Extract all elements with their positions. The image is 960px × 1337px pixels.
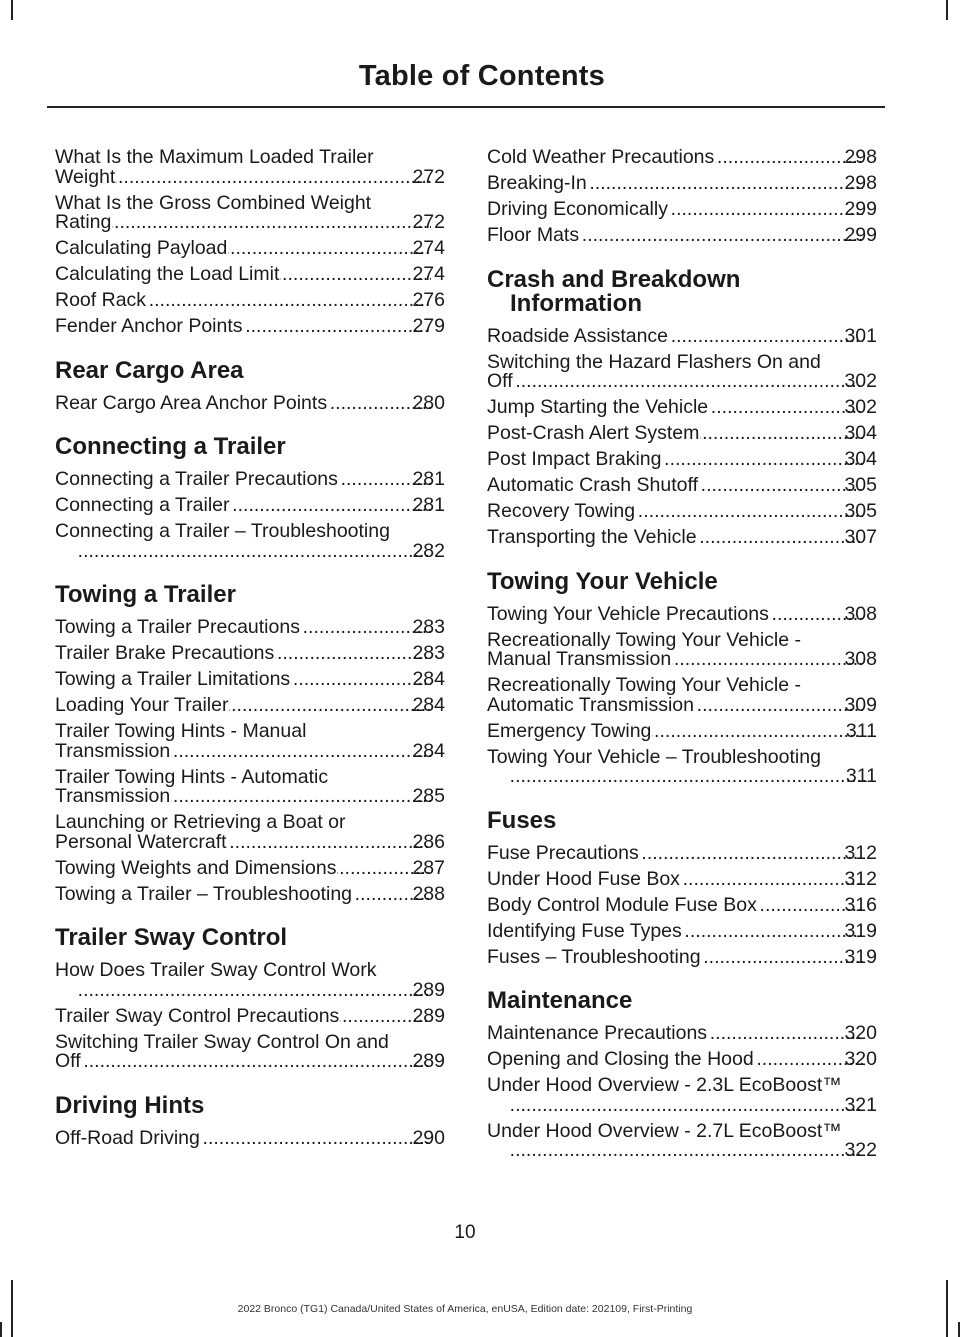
toc-entry[interactable] <box>55 670 445 690</box>
dot-leader <box>672 650 863 670</box>
toc-entry[interactable] <box>55 644 445 664</box>
crop-mark-bottom-right <box>946 1280 948 1337</box>
toc-entry-title: Rear Cargo Area Anchor Points <box>55 391 328 414</box>
toc-group <box>55 961 445 1072</box>
dot-leader <box>700 424 863 444</box>
toc-entry-title: Loading Your Trailer <box>55 694 229 716</box>
section-heading: Towing a Trailer <box>55 581 236 608</box>
toc-entry[interactable] <box>487 424 877 444</box>
toc-entry[interactable] <box>55 496 445 516</box>
toc-entry-title-continued: Manual Transmission <box>487 648 672 670</box>
toc-column-right <box>487 148 877 1167</box>
dot-leader <box>636 502 863 522</box>
section-heading: Towing Your Vehicle <box>487 567 718 595</box>
toc-page-number: 281 <box>412 494 445 516</box>
dot-leader <box>681 870 864 890</box>
toc-page-number: 284 <box>412 668 445 690</box>
dot-leader <box>702 948 864 968</box>
dot-leader <box>82 1052 432 1072</box>
toc-page-number: 308 <box>844 602 877 625</box>
toc-entry[interactable] <box>55 813 445 852</box>
dot-leader <box>171 742 431 762</box>
toc-entry-title: Under Hood Fuse Box <box>487 867 680 890</box>
toc-entry-title: Recreationally Towing Your Vehicle - <box>487 674 801 696</box>
toc-entry[interactable] <box>487 945 877 968</box>
dot-leader <box>275 644 431 664</box>
toc-entry-title: Emergency Towing <box>487 719 652 742</box>
dot-leader <box>715 148 863 168</box>
section-heading-line-1: Crash and Breakdown <box>487 265 741 293</box>
toc-entry[interactable] <box>55 191 445 233</box>
toc-entry-title: Roof Rack <box>55 289 147 311</box>
toc-entry-title: Under Hood Overview - 2.7L EcoBoost™ <box>487 1119 842 1142</box>
toc-entry-title: What Is the Maximum Loaded Trailer <box>55 146 374 168</box>
toc-entry-title-continued: Rating <box>55 211 112 233</box>
toc-page-number: 279 <box>412 315 445 337</box>
toc-group <box>487 324 877 548</box>
toc-page-number: 311 <box>845 719 877 742</box>
toc-page-number: 316 <box>844 893 877 916</box>
toc-page-number: 321 <box>844 1093 877 1116</box>
toc-page-number: 274 <box>412 263 445 285</box>
toc-page-number: 320 <box>844 1022 877 1044</box>
toc-page-number: 287 <box>412 856 445 879</box>
toc-page-number: 289 <box>412 978 445 1001</box>
toc-group <box>55 148 445 337</box>
dot-leader <box>112 213 431 233</box>
toc-entry-title: Launching or Retrieving a Boat or <box>55 811 346 833</box>
toc-entry[interactable] <box>55 882 445 905</box>
dot-leader <box>116 168 431 188</box>
toc-entry-title: Fuses – Troubleshooting <box>487 945 701 968</box>
dot-leader <box>699 476 863 496</box>
toc-page-number: 298 <box>844 172 877 194</box>
toc-group <box>487 841 877 968</box>
toc-page-number: 272 <box>412 165 445 188</box>
toc-entry-title: Fender Anchor Points <box>55 315 243 337</box>
toc-entry[interactable] <box>487 628 877 670</box>
toc-entry-title: Connecting a Trailer Precautions <box>55 468 338 490</box>
toc-entry[interactable] <box>55 265 445 285</box>
toc-page-number: 288 <box>412 882 445 905</box>
toc-page-number: 283 <box>412 616 445 638</box>
toc-entry-title: Off-Road Driving <box>55 1126 200 1149</box>
toc-entry[interactable] <box>55 470 445 490</box>
dot-leader <box>580 226 863 246</box>
page-number: 10 <box>454 1222 476 1243</box>
toc-page-number: 281 <box>412 468 445 490</box>
dot-leader <box>228 239 431 259</box>
toc-entry-title-continued: Off <box>487 370 513 392</box>
toc-entry-title: Post Impact Braking <box>487 448 662 470</box>
dot-leader <box>244 317 432 337</box>
dot-leader <box>695 696 863 716</box>
section-heading <box>487 265 877 317</box>
section-heading: Trailer Sway Control <box>55 924 288 951</box>
dot-leader <box>291 670 431 690</box>
toc-entry[interactable] <box>487 450 877 470</box>
dot-leader <box>231 496 432 516</box>
dot-leader <box>229 696 431 716</box>
toc-entry-title: Towing a Trailer – Troubleshooting <box>55 882 353 905</box>
crop-mark-top-left <box>11 0 13 20</box>
toc-entry-title: Towing Weights and Dimensions <box>55 856 337 879</box>
toc-group <box>55 618 445 904</box>
toc-entry[interactable] <box>55 961 445 1000</box>
toc-entry-title: Breaking-In <box>487 172 587 194</box>
toc-entry-title-continued: Off <box>55 1050 81 1072</box>
toc-page-number: 274 <box>412 237 445 259</box>
toc-page-number: 282 <box>412 539 445 562</box>
toc-entry[interactable] <box>487 602 877 625</box>
dot-leader <box>201 1129 432 1149</box>
toc-entry-title: Switching the Hazard Flashers On and <box>487 350 821 373</box>
toc-entry[interactable] <box>487 745 877 787</box>
dot-leader <box>640 844 864 864</box>
toc-entry[interactable] <box>55 696 445 716</box>
toc-entry-title: Towing Your Vehicle – Troubleshooting <box>487 745 821 768</box>
toc-entry-title: Trailer Towing Hints - Automatic <box>55 765 329 788</box>
toc-entry-title: Connecting a Trailer <box>55 494 230 516</box>
toc-page-number: 280 <box>412 391 445 414</box>
toc-page-number: 309 <box>844 693 877 716</box>
toc-page-number: 289 <box>412 1004 445 1027</box>
toc-entry[interactable] <box>487 148 877 168</box>
toc-entry[interactable] <box>55 391 445 414</box>
dot-leader <box>669 327 863 347</box>
dot-leader <box>514 372 864 392</box>
toc-entry-title: Body Control Module Fuse Box <box>487 893 757 916</box>
dot-leader <box>228 833 432 853</box>
toc-entry-title: Floor Mats <box>487 224 580 246</box>
toc-entry-title: Recovery Towing <box>487 500 636 522</box>
dot-leader <box>508 1096 863 1116</box>
toc-page-number: 319 <box>844 919 877 942</box>
toc-entry[interactable] <box>487 476 877 496</box>
toc-entry-title: Calculating Payload <box>55 237 228 259</box>
toc-entry-title: Cold Weather Precautions <box>487 146 715 168</box>
toc-entry-title: Under Hood Overview - 2.3L EcoBoost™ <box>487 1074 842 1096</box>
dot-leader <box>76 981 431 1001</box>
toc-page-number: 302 <box>844 370 877 392</box>
toc-page-number: 286 <box>412 830 445 853</box>
dot-leader <box>171 787 431 807</box>
toc-entry-title: Automatic Crash Shutoff <box>487 474 698 496</box>
toc-page-number: 320 <box>844 1048 877 1070</box>
toc-page-number: 308 <box>844 648 877 670</box>
toc-page-number: 298 <box>844 146 877 168</box>
toc-entry[interactable] <box>487 1050 877 1070</box>
toc-group <box>487 602 877 787</box>
toc-entry[interactable] <box>487 324 877 347</box>
toc-group <box>55 1126 445 1149</box>
toc-entry[interactable] <box>487 226 877 246</box>
toc-page-number: 284 <box>412 694 445 716</box>
header-divider <box>47 106 885 108</box>
dot-leader <box>652 722 865 742</box>
toc-page-number: 312 <box>844 867 877 890</box>
dot-leader <box>76 542 431 562</box>
toc-page-number: 290 <box>412 1126 445 1149</box>
toc-entry-title: Calculating the Load Limit <box>55 263 280 285</box>
section-heading: Rear Cargo Area <box>55 356 244 384</box>
toc-page-number: 272 <box>412 211 445 233</box>
toc-entry[interactable] <box>55 618 445 638</box>
toc-entry[interactable] <box>487 841 877 864</box>
toc-entry-title: What Is the Gross Combined Weight <box>55 191 372 214</box>
toc-entry-title: Maintenance Precautions <box>487 1022 708 1044</box>
toc-page-number: 307 <box>844 526 877 548</box>
dot-leader <box>588 174 864 194</box>
toc-entry[interactable] <box>487 502 877 522</box>
toc-entry-title: Driving Economically <box>487 198 668 220</box>
dot-leader <box>669 200 863 220</box>
toc-entry[interactable] <box>487 1076 877 1115</box>
toc-entry-title: Fuse Precautions <box>487 841 639 864</box>
toc-entry-title: Switching Trailer Sway Control On and <box>55 1030 389 1053</box>
toc-page-number: 299 <box>844 224 877 246</box>
toc-page-number: 302 <box>844 396 877 418</box>
section-heading: Driving Hints <box>55 1091 205 1119</box>
dot-leader <box>708 1024 863 1044</box>
toc-entry-title-continued: Weight <box>55 165 116 188</box>
toc-entry[interactable] <box>55 317 445 337</box>
toc-entry-title: Trailer Brake Precautions <box>55 642 275 664</box>
toc-entry[interactable] <box>487 528 877 548</box>
toc-entry[interactable] <box>487 893 877 916</box>
toc-column-left <box>55 148 445 1155</box>
toc-entry[interactable] <box>55 291 445 311</box>
toc-entry-title: Recreationally Towing Your Vehicle - <box>487 628 801 651</box>
toc-group <box>487 1024 877 1161</box>
toc-entry-title-continued: Transmission <box>55 785 171 807</box>
toc-entry[interactable] <box>55 1030 445 1072</box>
toc-entry-title: Towing Your Vehicle Precautions <box>487 602 769 625</box>
toc-page-number: 322 <box>844 1139 877 1161</box>
toc-page-number: 289 <box>412 1050 445 1072</box>
toc-page-number: 301 <box>844 324 877 347</box>
page-title: Table of Contents <box>358 60 605 92</box>
toc-entry[interactable] <box>487 676 877 715</box>
toc-entry-title: Jump Starting the Vehicle <box>487 396 709 418</box>
toc-page-number: 312 <box>844 841 877 864</box>
toc-entry-title: Connecting a Trailer – Troubleshooting <box>55 520 390 542</box>
toc-entry[interactable] <box>55 765 445 807</box>
toc-entry[interactable] <box>55 722 445 761</box>
toc-entry[interactable] <box>487 719 877 742</box>
toc-entry[interactable] <box>55 1126 445 1149</box>
toc-entry[interactable] <box>487 174 877 194</box>
toc-entry-title: Towing a Trailer Limitations <box>55 668 291 690</box>
toc-entry[interactable] <box>55 856 445 879</box>
toc-entry-title: Towing a Trailer Precautions <box>55 616 300 638</box>
dot-leader <box>698 528 864 548</box>
toc-page-number: 283 <box>412 642 445 664</box>
dot-leader <box>683 922 864 942</box>
section-heading: Fuses <box>487 806 557 834</box>
section-heading: Maintenance <box>487 987 633 1014</box>
crop-mark-bottom-left-short <box>0 1322 2 1337</box>
toc-entry-title: Trailer Sway Control Precautions <box>55 1004 340 1027</box>
toc-entry-title: How Does Trailer Sway Control Work <box>55 959 377 981</box>
toc-page-number: 285 <box>412 785 445 807</box>
dot-leader <box>508 767 865 787</box>
toc-entry[interactable] <box>487 398 877 418</box>
toc-entry-title: Transporting the Vehicle <box>487 526 697 548</box>
dot-leader <box>147 291 431 311</box>
toc-entry-title: Post-Crash Alert System <box>487 422 700 444</box>
toc-page-number: 299 <box>844 198 877 220</box>
toc-entry[interactable] <box>55 522 445 561</box>
toc-entry[interactable] <box>487 200 877 220</box>
edition-footer: 2022 Bronco (TG1) Canada/United States of America, enUSA, Edition date: 202109, First-Printing <box>237 1303 693 1315</box>
toc-entry-title-continued: Automatic Transmission <box>487 693 694 716</box>
toc-entry[interactable] <box>487 350 877 392</box>
toc-entry-title: Identifying Fuse Types <box>487 919 682 942</box>
toc-page-number: 311 <box>845 765 877 787</box>
toc-entry[interactable] <box>487 1024 877 1044</box>
section-heading: Connecting a Trailer <box>55 433 286 460</box>
toc-page-number: 305 <box>844 500 877 522</box>
dot-leader <box>280 265 431 285</box>
toc-entry-title: Opening and Closing the Hood <box>487 1048 754 1070</box>
dot-leader <box>508 1141 863 1161</box>
toc-group <box>55 391 445 414</box>
toc-entry[interactable] <box>55 1004 445 1027</box>
toc-group <box>487 148 877 246</box>
toc-entry[interactable] <box>487 867 877 890</box>
toc-entry-title-continued: Transmission <box>55 739 171 762</box>
toc-entry[interactable] <box>487 919 877 942</box>
toc-entry[interactable] <box>487 1119 877 1161</box>
toc-page-number: 304 <box>844 448 877 470</box>
toc-entry[interactable] <box>55 239 445 259</box>
toc-page-number: 305 <box>844 474 877 496</box>
toc-entry-title-continued: Personal Watercraft <box>55 830 227 853</box>
toc-entry[interactable] <box>55 148 445 187</box>
toc-page-number: 276 <box>412 289 445 311</box>
toc-page-number: 319 <box>844 945 877 968</box>
section-heading-line-2: Information <box>510 289 642 317</box>
crop-mark-top-right <box>946 0 948 20</box>
toc-group <box>55 470 445 561</box>
toc-entry-title: Roadside Assistance <box>487 324 669 347</box>
dot-leader <box>709 398 863 418</box>
dot-leader <box>663 450 864 470</box>
toc-page-number: 284 <box>412 739 445 762</box>
toc-entry-title: Trailer Towing Hints - Manual <box>55 720 307 742</box>
toc-page-number: 304 <box>844 422 877 444</box>
